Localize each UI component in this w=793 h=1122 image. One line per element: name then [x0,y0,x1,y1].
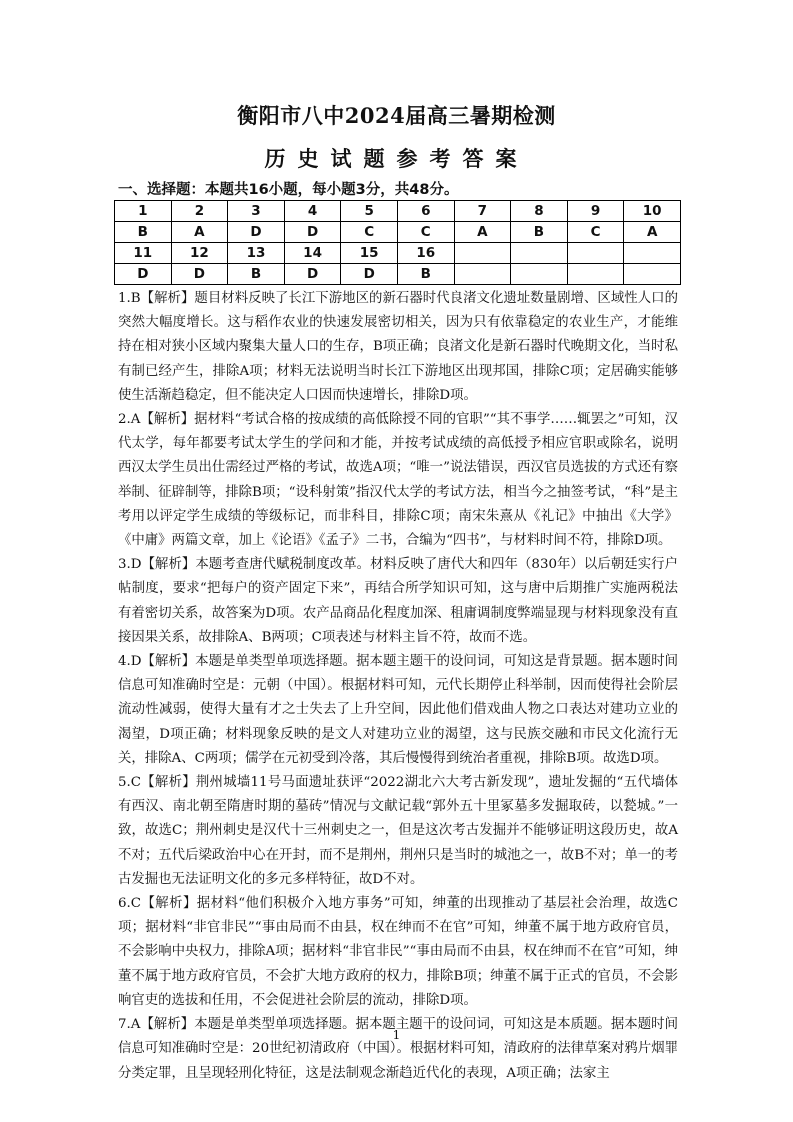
question-number-cell: 6 [397,201,454,222]
explanations [118,287,678,1086]
explanation-paragraph: 5.C【解析】荆州城墙11号马面遗址获评“2022湖北六大考古新发现”，遗址发掘的“五代墙体有西汉、南北朝至隋唐时期的墓砖”情况与文献记载“郭外五十里冢墓多发掘取砖，以甃城。”一致，故选C；荆州刺史是汉代十三州刺史之一，但是这次考古发掘并不能够证明这段历史，故A不对；五代后梁政治中心在开封，而不是荆州，荆州只是当时的城池之一，故B不对；单一的考古发掘也无法证明文化的多元多样特征，故D不对。 [118,775,678,887]
answer-table-row [115,243,681,264]
empty-cell [511,243,568,264]
empty-cell [624,243,681,264]
answer-cell: B [511,222,568,243]
explanation-paragraph: 6.C【解析】据材料“他们积极介入地方事务”可知，绅董的出现推动了基层社会治理，故选C项；据材料“非官非民”“事由局而不由县，权在绅而不在官”可知，绅董不属于地方政府官员，不会影响中央权力，排除A项；据材料“非官非民”“事由局而不由县，权在绅而不在官”可知，绅董不属于地方政府官员，不会扩大地方政府的权力，排除B项；绅董不属于正式的官员，不会影响官吏的选拔和任用，不会促进社会阶层的流动，排除D项。 [118,896,678,1008]
empty-cell [511,264,568,285]
question-number-cell: 7 [454,201,511,222]
answer-table-row [115,201,681,222]
question-number-cell: 3 [228,201,285,222]
question-number-cell: 1 [115,201,172,222]
answer-cell: A [454,222,511,243]
empty-cell [454,243,511,264]
answer-cell: D [171,264,228,285]
explanation-paragraph: 1.B【解析】题目材料反映了长江下游地区的新石器时代良渚文化遗址数量剧增、区域性人口的突然大幅度增长。这与稻作农业的快速发展密切相关，因为只有依靠稳定的农业生产，才能维持在相对狭小区域内聚集大量人口的生存，B项正确；良渚文化是新石器时代晚期文化，当时私有制已经产生，排除A项；材料无法说明当时长江下游地区出现邦国，排除C项；定居确实能够使生活渐趋稳定，但不能决定人口因而快速增长，排除D项。 [118,291,678,403]
answer-table [114,200,681,285]
answer-cell: A [624,222,681,243]
question-number-cell: 16 [397,243,454,264]
empty-cell [567,243,624,264]
question-number-cell: 8 [511,201,568,222]
empty-cell [624,264,681,285]
answer-cell: B [228,264,285,285]
page-number: 1 [392,1028,401,1042]
document-subtitle: 历史试题参考答案 [264,146,529,171]
answer-cell: C [397,222,454,243]
question-number-cell: 2 [171,201,228,222]
empty-cell [567,264,624,285]
explanation-paragraph: 7.A【解析】本题是单类型单项选择题。据本题主题干的设问词，可知这是本质题。据本题时间信息可知准确时空是：20世纪初清政府（中国）。根据材料可知，清政府的法律草案对鸦片烟罪分类定罪，且呈现轻刑化特征，这是法制观念渐趋近代化的表现，A项正确；法家主 [118,1017,678,1081]
question-number-cell: 14 [284,243,341,264]
answer-cell: A [171,222,228,243]
document-title: 衡阳市八中2024届高三暑期检测 [237,103,556,128]
answer-cell: B [397,264,454,285]
question-number-cell: 13 [228,243,285,264]
answer-cell: C [567,222,624,243]
answer-table-row [115,222,681,243]
explanation-paragraph: 4.D【解析】本题是单类型单项选择题。据本题主题干的设问词，可知这是背景题。据本题时间信息可知准确时空是：元朝（中国）。根据材料可知，元代长期停止科举制，因而使得社会阶层流动性减弱，使得大量有才之士失去了上升空间，因此他们借戏曲人物之口表达对建功立业的渴望，D项正确；材料现象反映的是文人对建功立业的渴望，这与民族交融和市民文化流行无关，排除A、C两项；儒学在元初受到冷落，其后慢慢得到统治者重视，排除B项。故选D项。 [118,654,678,766]
question-number-cell: 15 [341,243,398,264]
section-heading: 一、选择题：本题共16小题，每小题3分，共48分。 [118,182,459,198]
explanation-paragraph: 2.A【解析】据材料“考试合格的按成绩的高低除授不同的官职”“其不事学……辄罢之”可知，汉代太学，每年都要考试太学生的学问和才能，并按考试成绩的高低授予相应官职或除名，说明西汉太学生员出仕需经过严格的考试，故选A项；“唯一”说法错误，西汉官员选拔的方式还有察举制、征辟制等，排除B项；“设科射策”指汉代太学的考试方法，相当今之抽签考试，“科”是主考用以评定学生成绩的等级标记，而非科目，排除C项；南宋朱熹从《礼记》中抽出《大学》《中庸》两篇文章，加上《论语》《孟子》二书，合编为“四书”，与材料时间不符，排除D项。 [118,412,678,549]
question-number-cell: 11 [115,243,172,264]
answer-cell: D [115,264,172,285]
answer-cell: D [284,264,341,285]
question-number-cell: 12 [171,243,228,264]
question-number-cell: 9 [567,201,624,222]
explanation-paragraph: 3.D【解析】本题考查唐代赋税制度改革。材料反映了唐代大和四年（830年）以后朝廷实行户帖制度，要求“把每户的资产固定下来”，再结合所学知识可知，这与唐中后期推广实施两税法有着密切关系，故答案为D项。农产品商品化程度加深、租庸调制度弊端显现与材料现象没有直接因果关系，故排除A、B两项；C项表述与材料主旨不符，故而不选。 [118,557,678,645]
answer-cell: C [341,222,398,243]
answer-cell: D [228,222,285,243]
question-number-cell: 4 [284,201,341,222]
question-number-cell: 5 [341,201,398,222]
answer-cell: B [115,222,172,243]
question-number-cell: 10 [624,201,681,222]
answer-cell: D [284,222,341,243]
empty-cell [454,264,511,285]
answer-cell: D [341,264,398,285]
answer-table-row [115,264,681,285]
